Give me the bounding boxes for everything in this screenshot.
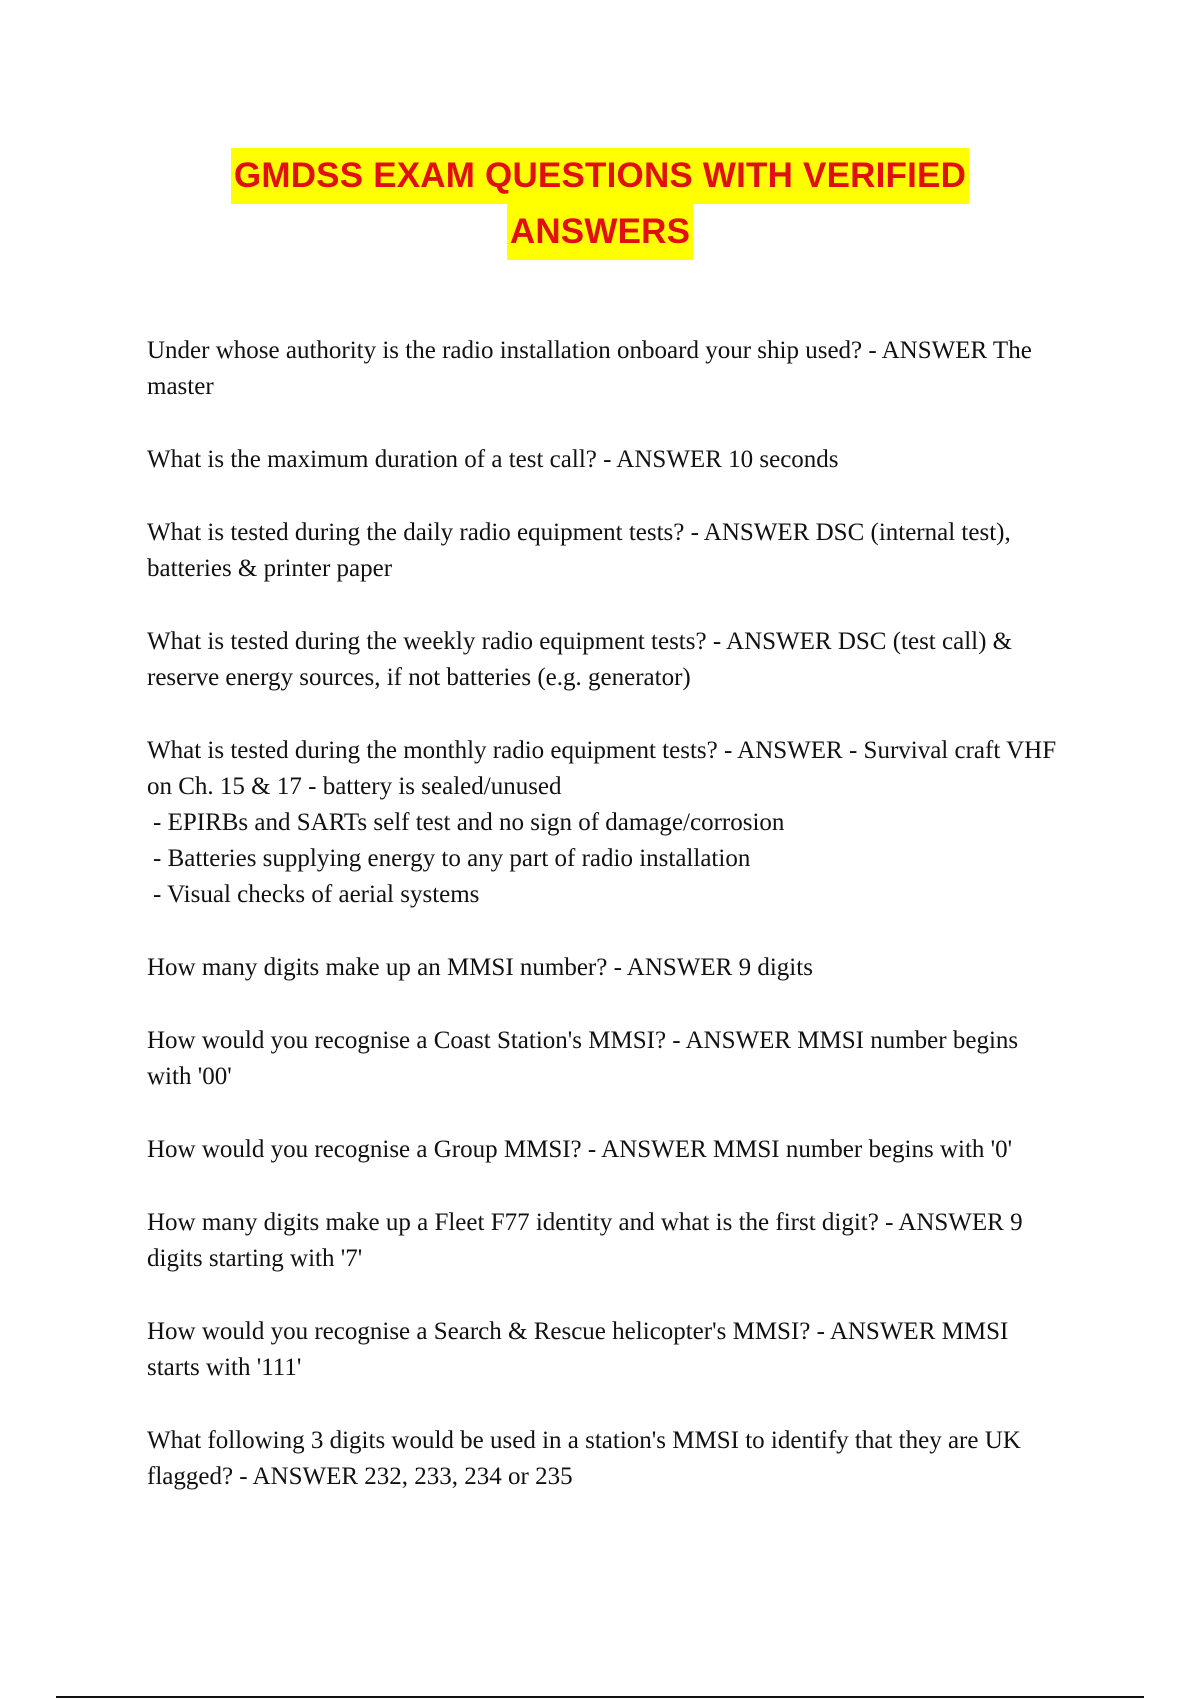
qa-item	[147, 733, 1067, 913]
qa-text: What is tested during the weekly radio equipment tests? - ANSWER DSC (test call) & reserve energy sources, if not batteries (e.g. generator)	[147, 628, 1013, 691]
qa-text: How would you recognise a Search & Rescue helicopter's MMSI? - ANSWER MMSI starts with '111'	[147, 1318, 1009, 1381]
qa-item	[147, 1023, 1067, 1095]
bullet-item: - Batteries supplying energy to any part of radio installation	[153, 845, 751, 872]
title-line-2: ANSWERS	[507, 204, 693, 260]
qa-text: What following 3 digits would be used in a station's MMSI to identify that they are UK flagged? - ANSWER 232, 233, 234 or 235	[147, 1427, 1021, 1490]
qa-text: How would you recognise a Coast Station's MMSI? - ANSWER MMSI number begins with '00'	[147, 1027, 1019, 1090]
qa-item	[147, 333, 1067, 405]
qa-text: How would you recognise a Group MMSI? - ANSWER MMSI number begins with '0'	[147, 1136, 1013, 1163]
qa-item	[147, 1132, 1067, 1168]
document-title	[0, 148, 1200, 260]
qa-item	[147, 1205, 1067, 1277]
bullet-item: - Visual checks of aerial systems	[153, 881, 480, 908]
bullet-item: - EPIRBs and SARTs self test and no sign of damage/corrosion	[153, 809, 785, 836]
qa-item	[147, 1314, 1067, 1386]
footer-divider	[56, 1696, 1144, 1698]
qa-item	[147, 515, 1067, 587]
qa-text: How many digits make up a Fleet F77 identity and what is the first digit? - ANSWER 9 digits starting with '7'	[147, 1209, 1023, 1272]
qa-item	[147, 442, 1067, 478]
qa-item	[147, 1423, 1067, 1495]
qa-text: What is tested during the monthly radio equipment tests? - ANSWER - Survival craft VHF on Ch. 15 & 17 - battery is sealed/unused	[147, 737, 1057, 800]
qa-text: What is the maximum duration of a test call? - ANSWER 10 seconds	[147, 446, 839, 473]
qa-text: How many digits make up an MMSI number? - ANSWER 9 digits	[147, 954, 813, 981]
qa-text: What is tested during the daily radio equipment tests? - ANSWER DSC (internal test), batteries & printer paper	[147, 519, 1011, 582]
qa-text: Under whose authority is the radio installation onboard your ship used? - ANSWER The master	[147, 337, 1032, 400]
title-line-1: GMDSS EXAM QUESTIONS WITH VERIFIED	[231, 148, 969, 204]
qa-item	[147, 950, 1067, 986]
qa-item	[147, 624, 1067, 696]
monthly-test-bullets	[147, 805, 1067, 913]
qa-list	[147, 333, 1067, 1532]
